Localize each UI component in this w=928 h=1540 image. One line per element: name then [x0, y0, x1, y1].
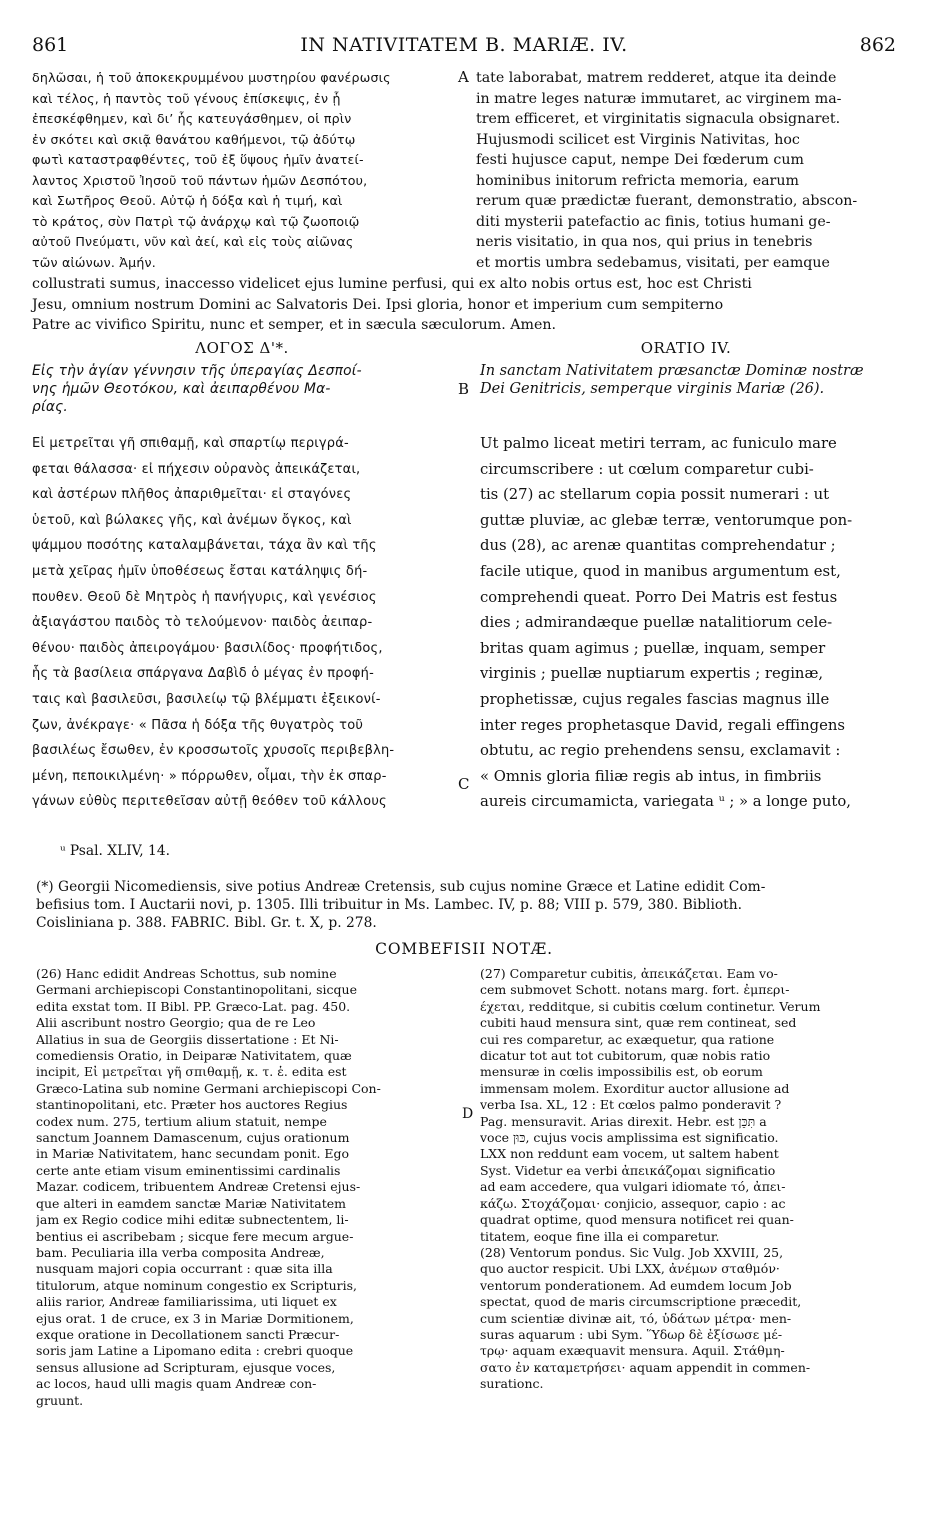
- note-line: certe ante etiam visum eminentissimi cardinalis: [36, 1162, 341, 1178]
- latin-subtitle-line: In sanctam Nativitatem præsanctæ Dominæ nostræ: [480, 363, 864, 379]
- greek-text-line: μετὰ χεῖρας ἡμῖν ὑποθέσεως ἔσται κατάληψις δή-: [32, 563, 368, 579]
- note-line: cum scientiæ divinæ ait, τό, ὑδάτων μέτρα· men-: [480, 1310, 792, 1326]
- greek-text-line: γάνων εὐθὺς περιτεθεῖσαν αὐτῇ θεόθεν τοῦ κάλλους: [32, 794, 387, 810]
- latin-text-line: trem efficeret, et virginitatis signacula obsignaret.: [476, 111, 841, 127]
- latin-oration-subtitle: [480, 362, 900, 398]
- note-line: ventorum ponderationem. Ad eumdem locum Job: [480, 1277, 792, 1293]
- latin-oration-title: ORATIO IV.: [640, 339, 732, 357]
- note-line: sanctum Joannem Damascenum, cujus orationum: [36, 1130, 350, 1146]
- latin-text-line: dus (28), ac arenæ quantitas comprehendatur ;: [480, 537, 836, 555]
- note-line: aliis rarior, Andreæ familiarissima, uti liquet ex: [36, 1294, 337, 1310]
- latin-text-line: hominibus initorum refricta memoria, earum: [476, 172, 799, 189]
- note-line: κάζω. Στοχάζομαι· conjicio, assequor, capio : ac: [480, 1195, 786, 1211]
- note-line: stantinopolitani, etc. Præter hos auctores Regius: [36, 1097, 348, 1113]
- latin-text-line: obtutu, ac regio prehendens sensu, exclamavit :: [480, 742, 841, 760]
- note-line: jam ex Regio codice mihi editæ subnectentem, li-: [36, 1212, 349, 1228]
- note-line: Allatius in sua de Georgiis dissertatione : Et Ni-: [36, 1031, 339, 1047]
- latin-text-line: inter reges prophetasque David, regali effingens: [480, 716, 845, 734]
- latin-text-line: facile utique, quod in manibus argumentum est,: [480, 562, 841, 580]
- latin-text-line: Hujusmodi scilicet est Virginis Nativitas, hoc: [476, 131, 800, 148]
- note-line: soris jam Latine a Lipomano edita : crebri quoque: [36, 1343, 354, 1359]
- note-line: in Mariæ Nativitatem, hanc secundam ponit. Ego: [36, 1146, 350, 1162]
- note-line: cem submovet Schott. notans marg. fort. ἐμπερι-: [480, 982, 790, 998]
- greek-column-top: [32, 68, 458, 273]
- latin-full-width-text: [32, 274, 896, 336]
- latin-text-line: virginis ; puellæ nuptiarum expertis ; reginæ,: [480, 665, 824, 683]
- note-line: σατο ἐν καταμετρήσει· aquam appendit in commen-: [480, 1359, 811, 1375]
- greek-text-line: δηλῶσαι, ἡ τοῦ ἀποκεκρυμμένου μυστηρίου φανέρωσις: [32, 70, 391, 85]
- latin-subtitle-line: Dei Genitricis, semperque virginis Mariæ (26).: [480, 381, 825, 397]
- note-line: ac locos, haud ulli magis quam Andreæ con-: [36, 1376, 317, 1392]
- greek-text-line: πουθεν. Θεοῦ δὲ Μητρὸς ἡ πανήγυρις, καὶ γενέσιος: [32, 589, 377, 605]
- right-page-number: 862: [859, 34, 896, 56]
- section-marker-b: B: [458, 380, 470, 398]
- greek-oration-title: ΛΟΓΟΣ Δ'*.: [195, 339, 289, 357]
- note-line: Alii ascribunt nostro Georgio; qua de re Leo: [36, 1015, 316, 1031]
- latin-column-body: [480, 431, 896, 815]
- running-header: [32, 34, 896, 58]
- greek-text-line: θένου· παιδὸς ἀπειρογάμου· βασιλίδος· προφήτιδος,: [32, 640, 383, 656]
- note-line: Syst. Videtur ea verbi ἀπεικάζομαι significatio: [480, 1162, 776, 1178]
- greek-text-line: ἧς τὰ βασίλεια σπάργανα Δαβὶδ ὁ μέγας ἐν προφή-: [32, 666, 374, 682]
- latin-column-top: [476, 68, 896, 273]
- latin-text-line: « Omnis gloria filiæ regis ab intus, in fimbriis: [480, 767, 822, 785]
- greek-text-line: αὐτοῦ Πνεύματι, νῦν καὶ ἀεί, καὶ εἰς τοὺς αἰῶνας: [32, 234, 354, 249]
- note-line: (26) Hanc edidit Andreas Schottus, sub nomine: [36, 966, 337, 981]
- section-marker-c: C: [458, 775, 470, 793]
- note-line: (27) Comparetur cubitis, ἀπεικάζεται. Eam vo-: [480, 966, 778, 981]
- latin-text-line: circumscribere : ut cœlum comparetur cubi-: [480, 460, 814, 478]
- note-line: dicatur tot aut tot cubitorum, quæ nobis ratio: [480, 1048, 771, 1064]
- note-line: LXX non reddunt eam vocem, ut saltem habent: [480, 1146, 779, 1162]
- note-line: έχεται, redditque, si cubitis cœlum continetur. Verum: [480, 998, 821, 1014]
- note-line: sensus allusione ad Scripturam, ejusque voces,: [36, 1359, 336, 1375]
- note-line: quo auctor respicit. Ubi LXX, ἀνέμων σταθμόν·: [480, 1261, 780, 1277]
- latin-text-line: rerum quæ prædictæ fuerant, demonstratio, abscon-: [476, 193, 858, 209]
- greek-text-line: βασιλέως ἔσωθεν, ἐν κροσσωτοῖς χρυσοῖς περιβεβλη-: [32, 743, 395, 759]
- latin-text-line: festi hujusce caput, nempe Dei fœderum cum: [476, 152, 804, 168]
- latin-text-line: Jesu, omnium nostrum Domini ac Salvatoris Dei. Ipsi gloria, honor et imperium cum sempiterno: [32, 296, 724, 313]
- note-line: voce כּוּן, cujus vocis amplissima est significatio.: [480, 1130, 779, 1146]
- note-line: suras aquarum : ubi Sym. Ὕδωρ δὲ ἐξίσωσε μέ-: [480, 1326, 783, 1342]
- note-line: bentius ei ascribebam ; sicque fere mecum argue-: [36, 1228, 354, 1244]
- note-line: immensam molem. Exorditur auctor allusione ad: [480, 1080, 790, 1096]
- latin-text-line: neris visitatio, in qua nos, qui prius in tenebris: [476, 234, 813, 250]
- note-line: mensuræ in cœlis impossibilis est, ob eorum: [480, 1064, 763, 1080]
- footnote-line: befisius tom. I Auctarii novi, p. 1305. Illi tribuitur in Ms. Lambec. IV, p. 88; VIII p. 579, 380. Biblioth.: [36, 897, 742, 913]
- note-line: titulorum, atque nominum congestio ex Scripturis,: [36, 1277, 358, 1293]
- greek-text-line: τὸ κράτος, σὺν Πατρὶ τῷ ἀνάρχῳ καὶ τῷ ζωοποιῷ: [32, 213, 360, 229]
- notes-right-column: [480, 966, 900, 1393]
- greek-text-line: τῶν αἰώνων. Ἀμήν.: [32, 254, 156, 270]
- greek-text-line: καὶ τέλος, ἡ παντὸς τοῦ γένους ἐπίσκεψις, ἐν ᾗ: [32, 90, 341, 106]
- greek-text-line: ἐπεσκέφθημεν, καὶ δι’ ἧς κατευγάσθημεν, οἱ πρὶν: [32, 111, 352, 126]
- latin-text-line: guttæ pluviæ, ac glebæ terræ, ventorumque pon-: [480, 511, 853, 529]
- greek-text-line: λαντος Χριστοῦ Ἰησοῦ τοῦ πάντων ἡμῶν Δεσπότου,: [32, 172, 368, 188]
- section-marker-a: A: [458, 68, 469, 86]
- greek-subtitle-line: ρίας.: [32, 399, 69, 415]
- note-line: (28) Ventorum pondus. Sic Vulg. Job XXVIII, 25,: [480, 1244, 784, 1260]
- note-line: Mazar. codicem, tribuentem Andreæ Cretensi ejus-: [36, 1179, 361, 1195]
- note-line: quadrat optime, quod mensura notificet rei quan-: [480, 1212, 794, 1228]
- left-page-number: 861: [32, 34, 69, 56]
- note-line: edita exstat tom. II Bibl. PP. Græco-Lat. pag. 450.: [36, 998, 351, 1014]
- running-title: IN NATIVITATEM B. MARIÆ. IV.: [300, 34, 628, 56]
- greek-subtitle-line: νης ἡμῶν Θεοτόκου, καὶ ἀειπαρθένου Μα-: [32, 381, 331, 397]
- note-line: Pag. mensuravit. Arias direxit. Hebr. est תִּכֵּן a: [480, 1113, 767, 1129]
- note-line: exque oratione in Decollationem sancti Præcur-: [36, 1326, 340, 1342]
- note-line: spectat, quod de maris circumscriptione præcedit,: [480, 1294, 802, 1310]
- note-line: ejus orat. 1 de cruce, ex 3 in Mariæ Dormitionem,: [36, 1310, 354, 1326]
- note-line: surationc.: [480, 1376, 544, 1392]
- scripture-footnote: ᵘ Psal. XLIV, 14.: [60, 843, 170, 859]
- latin-text-line: britas quam agimus ; puellæ, inquam, semper: [480, 639, 826, 657]
- note-line: ad eam accedere, qua vulgari idiomate τό, ἀπει-: [480, 1179, 786, 1195]
- latin-text-line: Patre ac vivifico Spiritu, nunc et semper, et in sæcula sæculorum. Amen.: [32, 317, 556, 333]
- latin-text-line: tis (27) ac stellarum copia possit numerari : ut: [480, 486, 830, 504]
- note-line: nusquam majori copia occurrant : quæ sita illa: [36, 1261, 333, 1277]
- note-line: τρῳ· aquam exæquavit mensura. Aquil. Στάθμη-: [480, 1343, 785, 1359]
- greek-text-line: ὑετοῦ, καὶ βώλακες γῆς, καὶ ἀνέμων ὄγκος, καὶ: [32, 512, 352, 528]
- note-line: verba Isa. XL, 12 : Et cœlos palmo ponderavit ?: [480, 1097, 782, 1113]
- latin-text-line: dies ; admirandæque puellæ natalitiorum cele-: [480, 614, 833, 632]
- note-line: incipit, Εἰ μετρεῖται γῆ σπιθαμῇ, κ. τ. ἑ. edita est: [36, 1064, 347, 1080]
- notes-left-column: [36, 966, 460, 1409]
- greek-subtitle-line: Εἰς τὴν ἁγίαν γέννησιν τῆς ὑπεραγίας Δεσποί-: [32, 363, 362, 379]
- latin-text-line: comprehendi queat. Porro Dei Matris est festus: [480, 588, 838, 606]
- note-line: que alteri in eamdem sanctæ Mariæ Nativitatem: [36, 1195, 347, 1211]
- latin-text-line: in matre leges naturæ immutaret, ac virginem ma-: [476, 90, 842, 107]
- latin-text-line: tate laborabat, matrem redderet, atque ita deinde: [476, 70, 837, 86]
- note-line: cubiti haud mensura sint, quæ rem contineat, sed: [480, 1015, 797, 1031]
- greek-text-line: φωτὶ καταστραφθέντες, τοῦ ἐξ ὕψους ἡμῖν ἀνατεί-: [32, 152, 364, 167]
- asterisk-footnote: [36, 878, 898, 932]
- latin-text-line: aureis circumamicta, variegata ᵘ ; » a longe puto,: [480, 793, 851, 811]
- greek-column-body: [32, 431, 458, 815]
- greek-text-line: ἀξιαγάστου παιδὸς τὸ τελούμενον· παιδὸς ἀειπαρ-: [32, 615, 373, 631]
- footnote-line: Coisliniana p. 388. FABRIC. Bibl. Gr. t. X, p. 278.: [36, 915, 377, 931]
- latin-text-line: collustrati sumus, inaccesso videlicet ejus lumine perfusi, qui ex alto nobis ortus est, hoc est Christi: [32, 276, 752, 292]
- greek-text-line: ταις καὶ βασιλεῦσι, βασιλείῳ τῷ βλέμματι ἐξεικονί-: [32, 691, 381, 707]
- notes-section-title: COMBEFISII NOTÆ.: [375, 940, 553, 958]
- note-line: gruunt.: [36, 1392, 84, 1408]
- latin-text-line: et mortis umbra sedebamus, visitati, per eamque: [476, 254, 830, 271]
- greek-text-line: ζων, ἀνέκραγε· « Πᾶσα ἡ δόξα τῆς θυγατρὸς τοῦ: [32, 717, 364, 733]
- latin-text-line: prophetissæ, cujus regales fascias magnus ille: [480, 690, 830, 708]
- footnote-line: (*) Georgii Nicomediensis, sive potius Andreæ Cretensis, sub cujus nomine Græce et Latine edidit Com-: [36, 879, 766, 895]
- latin-text-line: Ut palmo liceat metiri terram, ac funiculo mare: [480, 435, 837, 452]
- note-line: Germani archiepiscopi Constantinopolitani, sicque: [36, 982, 358, 998]
- greek-text-line: Εἰ μετρεῖται γῆ σπιθαμῇ, καὶ σπαρτίῳ περιγρά-: [32, 436, 349, 451]
- greek-text-line: ἐν σκότει καὶ σκιᾷ θανάτου καθήμενοι, τῷ ἀδύτῳ: [32, 131, 356, 147]
- greek-text-line: φεται θάλασσα· εἰ πήχεσιν οὐρανὸς ἀπεικάζεται,: [32, 461, 361, 477]
- note-line: titatem, eoque fine illa ei comparetur.: [480, 1228, 720, 1244]
- note-line: Græco-Latina sub nomine Germani archiepiscopi Con-: [36, 1080, 381, 1096]
- greek-text-line: ψάμμου ποσότης καταλαμβάνεται, τάχα ἂν καὶ τῆς: [32, 538, 377, 554]
- greek-text-line: καὶ ἀστέρων πλῆθος ἀπαριθμεῖται· εἰ σταγόνες: [32, 487, 352, 503]
- note-line: cui res comparetur, ac exæquetur, qua ratione: [480, 1031, 775, 1047]
- latin-text-line: diti mysterii patefactio ac finis, totius humani ge-: [476, 213, 831, 230]
- greek-text-line: μένη, πεποικιλμένη· » πόρρωθεν, οἶμαι, τὴν ἐκ σπαρ-: [32, 768, 387, 784]
- note-line: bam. Peculiaria illa verba composita Andreæ,: [36, 1244, 325, 1260]
- greek-oration-subtitle: [32, 362, 458, 416]
- greek-text-line: καὶ Σωτῆρος Θεοῦ. Αὐτῷ ἡ δόξα καὶ ἡ τιμή, καὶ: [32, 193, 343, 208]
- note-line: comediensis Oratio, in Deiparæ Nativitatem, quæ: [36, 1048, 352, 1064]
- section-marker-d: D: [462, 1106, 474, 1122]
- note-line: codex num. 275, tertium alium statuit, nempe: [36, 1113, 327, 1129]
